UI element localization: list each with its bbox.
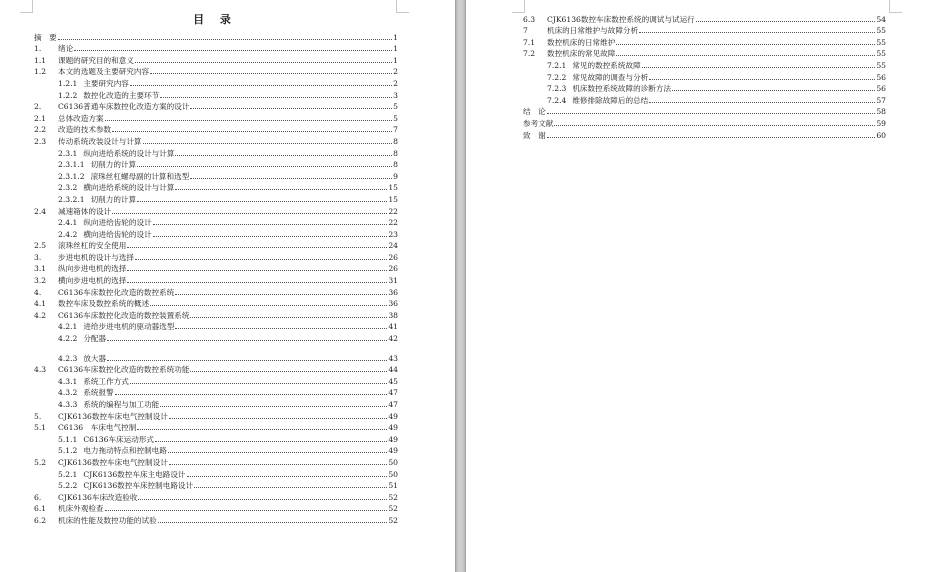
- toc-entry: [34, 386, 398, 398]
- toc-entry: [34, 513, 398, 525]
- toc-entry-number: 7.2.1: [547, 60, 567, 70]
- toc-entry-number: 摘 要: [34, 32, 57, 42]
- toc-entry: [523, 24, 886, 36]
- toc-entry: [523, 47, 886, 59]
- toc-entry-title: 数控机床的常见故障: [547, 49, 616, 59]
- toc-dot-leader: [175, 155, 392, 156]
- toc-entry: [34, 42, 398, 54]
- toc-dot-leader: [616, 44, 875, 45]
- toc-list-left: [34, 30, 398, 525]
- toc-dot-leader: [187, 476, 388, 477]
- toc-dot-leader: [130, 85, 392, 86]
- toc-entry-title: C6136车床数控化改造的数控装置系统: [58, 310, 190, 320]
- toc-entry: [523, 128, 886, 140]
- toc-page-number: 23: [388, 229, 398, 239]
- toc-entry: [34, 273, 398, 285]
- document-page-left: [0, 0, 455, 572]
- toc-dot-leader: [105, 120, 393, 121]
- toc-entry-title: 分配器: [83, 334, 107, 344]
- toc-page-number: 8: [393, 148, 398, 158]
- toc-entry-title: 总体改造方案: [58, 113, 104, 123]
- toc-entry-number: 参考文献: [523, 118, 554, 128]
- toc-page-number: 31: [388, 276, 398, 286]
- toc-entry-number: 6.3: [523, 14, 536, 24]
- toc-entry: [34, 490, 398, 502]
- toc-heading: 目 录: [193, 13, 237, 26]
- toc-entry: [34, 146, 398, 158]
- crop-mark-top-right: [889, 0, 902, 13]
- toc-page-number: 52: [388, 492, 398, 502]
- toc-dot-leader: [153, 224, 388, 225]
- toc-entry-title: 机床外观检查: [58, 504, 104, 514]
- toc-entry-number: 7: [523, 26, 528, 36]
- toc-page-number: 36: [388, 299, 398, 309]
- toc-page-number: 58: [876, 107, 886, 117]
- toc-entry-title: 滚珠丝杠的安全使用: [58, 241, 127, 251]
- toc-entry-number: 2.3.2: [58, 183, 78, 193]
- toc-entry-number: 5.2.1: [58, 469, 78, 479]
- toc-entry: [34, 88, 398, 100]
- toc-page-number: 45: [388, 376, 398, 386]
- toc-entry-title: 减速箱体的设计: [58, 206, 112, 216]
- toc-entry-number: 1.: [34, 44, 42, 54]
- toc-entry-number: 5.2.2: [58, 481, 78, 491]
- toc-page-number: 24: [388, 241, 398, 251]
- toc-dot-leader: [168, 452, 387, 453]
- toc-page-number: 56: [876, 84, 886, 94]
- toc-dot-leader: [153, 236, 388, 237]
- toc-page-number: 43: [388, 353, 398, 363]
- toc-page-number: 50: [388, 469, 398, 479]
- toc-dot-leader: [190, 108, 392, 109]
- toc-entry-number: 5.: [34, 411, 42, 421]
- document-page-right: [466, 0, 937, 572]
- toc-entry: [523, 82, 886, 94]
- toc-entry-number: 2.: [34, 102, 42, 112]
- toc-entry: [34, 308, 398, 320]
- toc-page-number: 22: [388, 206, 398, 216]
- toc-entry: [34, 192, 398, 204]
- toc-dot-leader: [135, 259, 387, 260]
- toc-page-number: 49: [388, 411, 398, 421]
- toc-entry-number: 2.3.1.1: [58, 160, 85, 170]
- toc-entry: [34, 409, 398, 421]
- toc-entry-number: 3.1: [34, 264, 47, 274]
- toc-entry: [34, 181, 398, 193]
- toc-dot-leader: [649, 79, 875, 80]
- toc-dot-leader: [137, 201, 387, 202]
- toc-entry-title: 切削力的计算: [90, 160, 137, 170]
- toc-entry-title: 课题的研究目的和意义: [58, 55, 134, 65]
- toc-page-number: 42: [388, 334, 398, 344]
- toc-entry-number: 2.4: [34, 206, 47, 216]
- toc-entry-number: 4.1: [34, 299, 47, 309]
- toc-page-number: 1: [393, 55, 398, 65]
- toc-page-number: 57: [876, 95, 886, 105]
- toc-page-number: 7: [393, 125, 398, 135]
- toc-entry-number: 4.2.2: [58, 334, 78, 344]
- toc-page-number: 38: [388, 310, 398, 320]
- toc-page-number: 55: [876, 60, 886, 70]
- toc-entry-title: 纵向步进电机的选择: [58, 264, 127, 274]
- toc-list-right: [523, 12, 886, 140]
- toc-dot-leader: [137, 166, 392, 167]
- toc-entry-number: 6.2: [34, 515, 47, 525]
- toc-dot-leader: [112, 213, 387, 214]
- toc-entry: [34, 397, 398, 409]
- toc-entry: [34, 250, 398, 262]
- toc-dot-leader: [107, 340, 387, 341]
- toc-entry-number: 致 谢: [523, 130, 546, 140]
- toc-dot-leader: [135, 62, 392, 63]
- toc-entry: [34, 227, 398, 239]
- toc-page-number: 36: [388, 287, 398, 297]
- toc-entry-number: 4.3: [34, 365, 47, 375]
- toc-entry-title: 改造的技术参数: [58, 125, 112, 135]
- toc-page-number: 1: [393, 44, 398, 54]
- toc-entry-title: C6136车床数控化改造的数控系统功能: [58, 365, 190, 375]
- toc-entry-title: 常见故障的调查与分析: [572, 72, 649, 82]
- toc-entry-title: 横向进给系统的设计与计算: [83, 183, 175, 193]
- toc-dot-leader: [160, 406, 387, 407]
- toc-dot-leader: [639, 32, 875, 33]
- toc-entry-title: 步进电机的设计与选择: [58, 252, 134, 262]
- toc-entry-number: 1.2: [34, 67, 47, 77]
- toc-entry: [523, 12, 886, 24]
- toc-entry: [34, 363, 398, 375]
- toc-entry-title: 放大器: [83, 353, 107, 363]
- page-gap: [455, 0, 466, 572]
- toc-dot-leader: [58, 39, 392, 40]
- toc-dot-leader: [672, 90, 875, 91]
- toc-entry-title: CJK6136数控车床控制电路设计: [83, 481, 194, 491]
- toc-page-number: 2: [393, 78, 398, 88]
- toc-page-number: 60: [876, 130, 886, 140]
- toc-entry: [34, 444, 398, 456]
- toc-dot-leader: [115, 394, 388, 395]
- toc-entry-number: 5.1.1: [58, 434, 78, 444]
- toc-page-number: 55: [876, 49, 886, 59]
- toc-page-number: 3: [393, 90, 398, 100]
- toc-dot-leader: [190, 317, 387, 318]
- toc-dot-leader: [547, 137, 876, 138]
- toc-entry: [34, 479, 398, 491]
- toc-entry-number: 2.3.1: [58, 148, 78, 158]
- toc-dot-leader: [127, 282, 387, 283]
- toc-entry-number: 1.2.1: [58, 78, 78, 88]
- toc-entry: [34, 53, 398, 65]
- toc-entry-title: 数控化改造的主要环节: [83, 90, 160, 100]
- toc-entry-title: CJK6136数控车床电气控制设计: [58, 457, 168, 467]
- toc-entry-number: 6.: [34, 492, 42, 502]
- toc-entry-number: 4.2.3: [58, 353, 78, 363]
- toc-entry: [34, 76, 398, 88]
- toc-dot-leader: [150, 305, 387, 306]
- toc-entry-number: 5.1.2: [58, 446, 78, 456]
- toc-page-number: 51: [388, 481, 398, 491]
- toc-entry-title: 机床的性能及数控功能的试验: [58, 515, 157, 525]
- toc-dot-leader: [160, 97, 392, 98]
- toc-dot-leader: [194, 487, 387, 488]
- toc-entry: [34, 134, 398, 146]
- toc-entry-title: 进给步进电机的驱动器选型: [83, 322, 175, 332]
- toc-entry-number: 结 论: [523, 107, 546, 117]
- toc-entry: [34, 455, 398, 467]
- toc-entry-number: 2.1: [34, 113, 47, 123]
- toc-entry: [34, 158, 398, 170]
- toc-page-number: 8: [393, 160, 398, 170]
- toc-entry-number: 2.4.1: [58, 218, 78, 228]
- toc-entry: [523, 105, 886, 117]
- toc-entry-number: 3.2: [34, 276, 47, 286]
- toc-entry-title: 传动系统改装设计与计算: [58, 136, 142, 146]
- toc-entry-number: 1.1: [34, 55, 47, 65]
- toc-dot-leader: [112, 131, 392, 132]
- toc-dot-leader: [642, 67, 876, 68]
- toc-entry-number: 7.1: [523, 37, 536, 47]
- toc-entry-title: 纵向进给系统的设计与计算: [83, 148, 175, 158]
- toc-dot-leader: [127, 247, 387, 248]
- toc-dot-leader: [696, 21, 876, 22]
- toc-page-number: 49: [388, 446, 398, 456]
- toc-entry-title: 切削力的计算: [90, 194, 137, 204]
- toc-dot-leader: [107, 360, 387, 361]
- toc-page-number: 44: [388, 365, 398, 375]
- toc-entry-number: 4.3.1: [58, 376, 78, 386]
- toc-entry-title: C6136车床运动形式: [83, 434, 155, 444]
- toc-entry: [34, 320, 398, 332]
- toc-entry: [523, 70, 886, 82]
- toc-entry-title: 常见的数控系统故障: [572, 60, 641, 70]
- toc-page-number: 26: [388, 264, 398, 274]
- toc-entry: [523, 93, 886, 105]
- toc-entry: [34, 467, 398, 479]
- toc-page-number: 5: [393, 102, 398, 112]
- toc-entry-title: 数控机床的日常维护: [547, 37, 616, 47]
- toc-entry-title: CJK6136数控车床电气控制设计: [58, 411, 168, 421]
- toc-entry-number: 7.2.4: [547, 95, 567, 105]
- toc-entry-number: 5.2: [34, 457, 47, 467]
- toc-dot-leader: [155, 441, 387, 442]
- toc-entry: [34, 262, 398, 274]
- toc-entry-title: 系统的编程与加工功能: [83, 400, 160, 409]
- toc-entry-number: 5.1: [34, 423, 47, 433]
- toc-dot-leader: [150, 73, 392, 74]
- toc-dot-leader: [143, 143, 393, 144]
- toc-entry-number: 2.3: [34, 136, 47, 146]
- toc-entry: [34, 239, 398, 251]
- toc-entry-title: 系统报警: [83, 388, 114, 398]
- toc-entry: [34, 30, 398, 42]
- toc-entry: [34, 331, 398, 343]
- toc-entry: [34, 285, 398, 297]
- toc-page-number: 52: [388, 504, 398, 514]
- toc-entry-title: 机床数控系统故障的诊断方法: [572, 84, 672, 94]
- toc-dot-leader: [138, 499, 387, 500]
- toc-entry-title: 横向步进电机的选择: [58, 276, 127, 286]
- toc-page-number: 49: [388, 423, 398, 433]
- toc-entry-number: 2.5: [34, 241, 47, 251]
- toc-page-number: 15: [388, 194, 398, 204]
- toc-page-number: 47: [388, 400, 398, 409]
- toc-entry-number: 7.2.3: [547, 84, 567, 94]
- toc-entry: [34, 421, 398, 433]
- toc-dot-leader: [158, 522, 388, 523]
- toc-entry-title: CJK6136车床改造验收: [58, 492, 138, 502]
- toc-entry-number: 7.2: [523, 49, 536, 59]
- toc-page-number: 55: [876, 37, 886, 47]
- toc-entry-title: 滚珠丝杠螺母副的计算和选型: [90, 171, 190, 181]
- toc-dot-leader: [190, 371, 387, 372]
- toc-entry-number: 4.3.2: [58, 388, 78, 398]
- toc-entry-title: C6136 车床电气控制: [58, 423, 137, 433]
- toc-entry-title: 主要研究内容: [83, 78, 129, 88]
- toc-entry-title: 纵向进给齿轮的设计: [83, 218, 152, 228]
- toc-entry-number: 6.1: [34, 504, 47, 514]
- toc-page-number: 8: [393, 136, 398, 146]
- toc-entry-number: 2.3.1.2: [58, 171, 85, 181]
- toc-entry: [34, 65, 398, 77]
- toc-entry-title: 系统工作方式: [83, 376, 129, 386]
- toc-page-number: 52: [388, 515, 398, 525]
- toc-dot-leader: [175, 328, 387, 329]
- toc-page-number: 26: [388, 252, 398, 262]
- toc-entry: [34, 100, 398, 112]
- toc-dot-leader: [74, 50, 392, 51]
- toc-entry-number: 4.3.3: [58, 400, 78, 409]
- toc-page-number: 41: [388, 322, 398, 332]
- toc-dot-leader: [190, 178, 392, 179]
- toc-dot-leader: [105, 510, 388, 511]
- toc-dot-leader: [127, 270, 387, 271]
- toc-page-number: 54: [876, 14, 886, 24]
- toc-entry-title: C6136车床数控化改造的数控系统: [58, 287, 175, 297]
- toc-dot-leader: [175, 294, 387, 295]
- toc-entry: [34, 204, 398, 216]
- toc-entry-number: 4.2: [34, 310, 47, 320]
- toc-dot-leader: [175, 189, 387, 190]
- toc-entry: [34, 502, 398, 514]
- toc-entry-title: 电力拖动特点和控制电路: [83, 446, 167, 456]
- toc-entry-number: 1.2.2: [58, 90, 78, 100]
- toc-page-number: 2: [393, 67, 398, 77]
- toc-entry: [34, 297, 398, 309]
- toc-page-number: 1: [393, 32, 398, 42]
- toc-page-number: 59: [876, 118, 886, 128]
- toc-page-number: 9: [393, 171, 398, 181]
- toc-entry-number: 4.: [34, 287, 42, 297]
- toc-entry: [523, 35, 886, 47]
- toc-dot-leader: [616, 55, 875, 56]
- toc-entry-title: 数控车床及数控系统的概述: [58, 299, 150, 309]
- toc-page-number: 49: [388, 434, 398, 444]
- toc-entry-title: 机床的日常维护与故障分析: [547, 26, 639, 36]
- toc-dot-leader: [554, 125, 875, 126]
- toc-entry-title: C6136普通车床数控化改造方案的设计: [58, 102, 190, 112]
- toc-entry-number: 2.3.2.1: [58, 194, 85, 204]
- toc-page-number: 56: [876, 72, 886, 82]
- toc-entry: [34, 169, 398, 181]
- toc-entry: [523, 116, 886, 128]
- toc-entry-title: CJK6136数控车床主电路设计: [83, 469, 186, 479]
- toc-entry: [34, 111, 398, 123]
- toc-entry: [34, 351, 398, 363]
- toc-dot-leader: [169, 418, 388, 419]
- toc-entry-title: 维修排除故障后的总结: [572, 95, 649, 105]
- toc-page-number: 55: [876, 26, 886, 36]
- toc-entry: [523, 58, 886, 70]
- toc-page-number: 15: [388, 183, 398, 193]
- toc-dot-leader: [169, 464, 388, 465]
- toc-entry-number: 4.2.1: [58, 322, 78, 332]
- toc-entry: [34, 432, 398, 444]
- toc-entry-number: 7.2.2: [547, 72, 567, 82]
- toc-dot-leader: [130, 383, 387, 384]
- toc-entry-title: 本文的选题及主要研究内容: [58, 67, 150, 77]
- toc-entry-number: 2.2: [34, 125, 47, 135]
- toc-dot-leader: [649, 102, 875, 103]
- toc-dot-leader: [547, 113, 876, 114]
- toc-entry-title: 绪论: [58, 44, 74, 54]
- toc-entry-title: CJK6136数控车床数控系统的调试与试运行: [547, 14, 695, 24]
- toc-dot-leader: [137, 429, 387, 430]
- toc-entry-number: 2.4.2: [58, 229, 78, 239]
- toc-entry: [34, 374, 398, 386]
- toc-page-number: 47: [388, 388, 398, 398]
- toc-entry-number: 3.: [34, 252, 42, 262]
- toc-page-number: 50: [388, 457, 398, 467]
- toc-page-number: 22: [388, 218, 398, 228]
- toc-entry: [34, 216, 398, 228]
- toc-entry-title: 横向进给齿轮的设计: [83, 229, 152, 239]
- toc-entry: [34, 123, 398, 135]
- toc-page-number: 5: [393, 113, 398, 123]
